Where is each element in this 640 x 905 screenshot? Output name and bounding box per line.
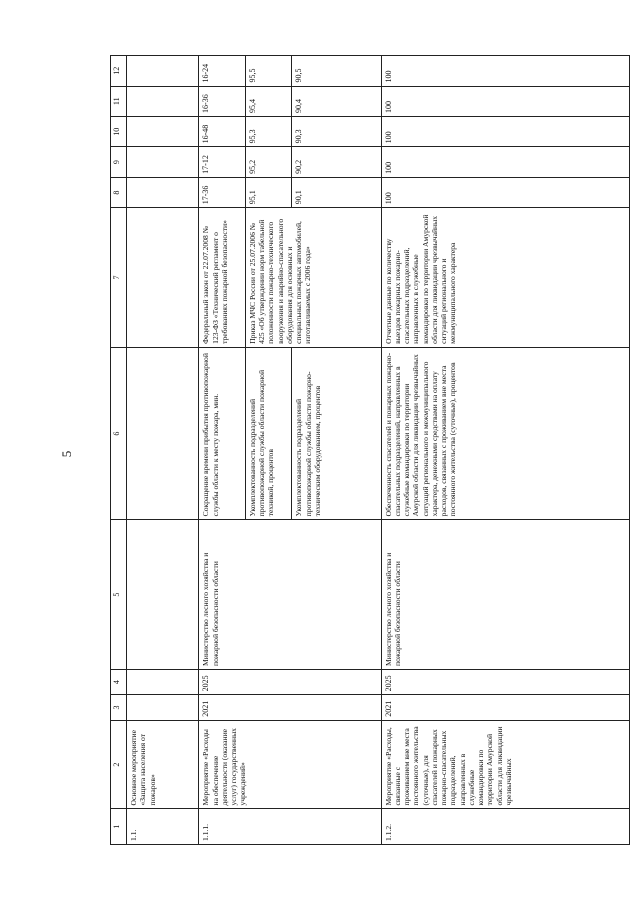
header-col-11: 11 — [111, 86, 127, 116]
table-row — [381, 56, 629, 845]
table-row — [127, 56, 199, 845]
header-col-6: 6 — [111, 347, 127, 520]
value-col-10: 90,3 — [292, 116, 381, 146]
value-col-11: 95,4 — [245, 86, 291, 116]
header-col-3: 3 — [111, 695, 127, 720]
value-col-10: 16-48 — [199, 116, 245, 146]
value-col-9: 90,2 — [292, 147, 381, 177]
indicator-name: Обеспеченность спасателей и пожарных пожарно-спасательных подразделений, направленных в служебные командировки по территории Амурской области для ликвидации чрезвычайных ситуаций регионального и межмуниципального характера, денежными средствами на оплату расходов, связанных с проживанием вне места постоянного жительства (суточные), процентов — [381, 347, 629, 520]
indicator-name: Укомплектованность подразделений противопожарной службы области пожарной техникой, процентов — [245, 347, 291, 520]
indicator-name: Укомплектованность подразделений противопожарной службы области пожарно-техническим оборудованием, процентов — [292, 347, 381, 520]
header-col-1: 1 — [111, 809, 127, 845]
indicator-basis: Приказ МЧС России от 25.07.2006 № 425 «Об утверждении норм табельной положенности пожарно-технического вооружения и аварийно-спасательного оборудования для основных и специальных пожарных автомобилей, изготавливаемых с 2006 года» — [245, 208, 381, 348]
value-col-11: 16-36 — [199, 86, 245, 116]
value-col-12: 95,5 — [245, 56, 291, 87]
value-col-12: 100 — [381, 56, 629, 87]
row-number: 1.1.2. — [381, 809, 629, 845]
start-year: 2021 — [381, 695, 629, 720]
value-col-12: 90,5 — [292, 56, 381, 87]
header-col-8: 8 — [111, 177, 127, 207]
measure-name: Мероприятие «Расходы, связанные с проживанием вне места постоянного жительства (суточные), для спасателей и пожарных пожарно-спасательных подразделений, направленных в служебные командировки по территории Амурской области для ликвидации чрезвычайных — [381, 720, 629, 809]
header-col-2: 2 — [111, 720, 127, 809]
value-col-11: 100 — [381, 86, 629, 116]
measure-name: Основное мероприятие «Защита населения от пожаров» — [127, 720, 199, 809]
value-col-8: 95,1 — [245, 177, 291, 207]
executor: Министерство лесного хозяйства и пожарной безопасности области — [199, 520, 381, 670]
header-col-10: 10 — [111, 116, 127, 146]
row-number: 1.1. — [127, 809, 199, 845]
value-col-8: 17-36 — [199, 177, 245, 207]
header-col-9: 9 — [111, 147, 127, 177]
value-col-9: 100 — [381, 147, 629, 177]
row-number: 1.1.1. — [199, 809, 381, 845]
start-year: 2021 — [199, 695, 381, 720]
indicator-basis: Отчетные данные по количеству выездов пожарных пожарно-спасательных подразделений, направленных в служебные командировки по территории Амурской области для ликвидации чрезвычайных ситуаций регионального и межмуниципального характера — [381, 208, 629, 348]
rotated-table-container — [110, 55, 630, 845]
value-col-9: 17-12 — [199, 147, 245, 177]
value-col-10: 95,3 — [245, 116, 291, 146]
value-col-12: 16-24 — [199, 56, 245, 87]
table-row — [199, 56, 245, 845]
value-col-11: 90,4 — [292, 86, 381, 116]
page-number: 5 — [59, 450, 74, 458]
indicator-name: Сокращение времени прибытия противопожарной службы области к месту пожара, мин. — [199, 347, 245, 520]
end-year: 2025 — [381, 669, 629, 694]
program-measures-table — [110, 55, 630, 845]
indicator-basis: Федеральный закон от 22.07.2008 № 123-ФЗ «Технический регламент о требованиях пожарной безопасности» — [199, 208, 245, 348]
end-year: 2025 — [199, 669, 381, 694]
value-col-8: 90,1 — [292, 177, 381, 207]
header-col-4: 4 — [111, 669, 127, 694]
header-col-7: 7 — [111, 208, 127, 348]
header-row — [111, 56, 127, 845]
value-col-8: 100 — [381, 177, 629, 207]
measure-name: Мероприятие «Расходы на обеспечение деятельности (оказание услуг) государственных учреждений» — [199, 720, 381, 809]
value-col-9: 95,2 — [245, 147, 291, 177]
executor: Министерство лесного хозяйства и пожарной безопасности области — [381, 520, 629, 670]
header-col-12: 12 — [111, 56, 127, 87]
header-col-5: 5 — [111, 520, 127, 670]
value-col-10: 100 — [381, 116, 629, 146]
